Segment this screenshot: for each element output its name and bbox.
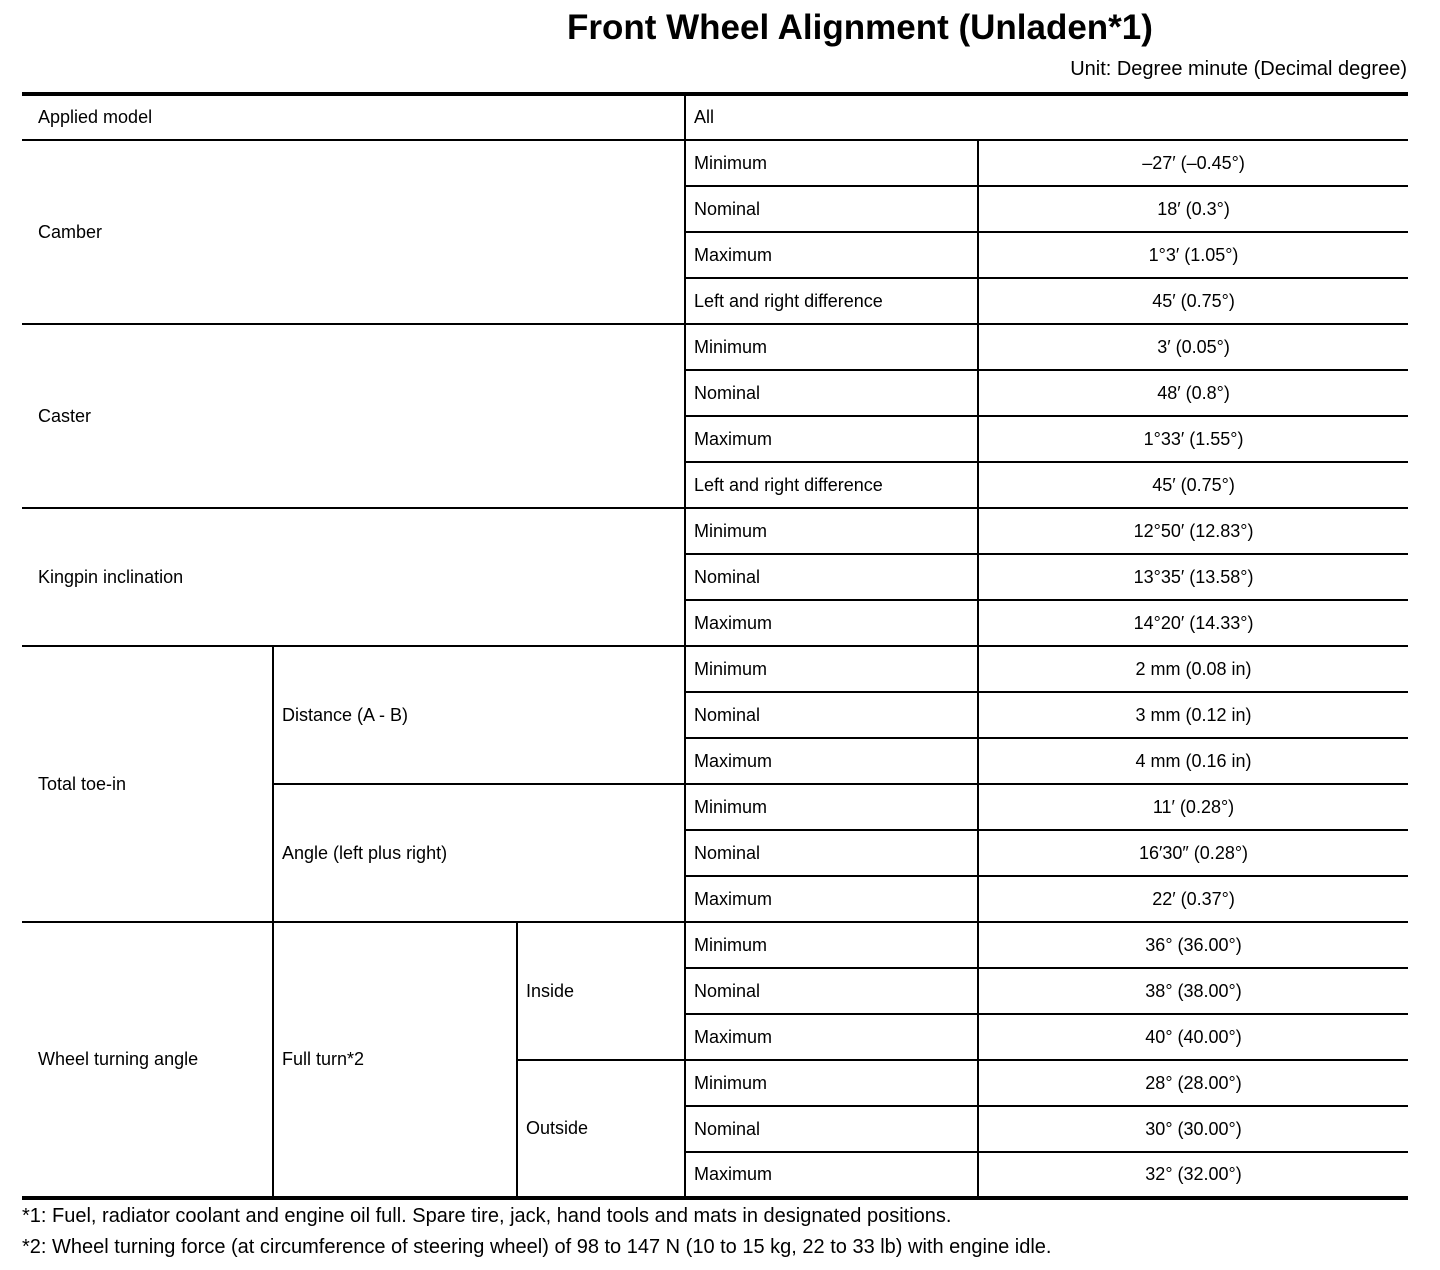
full-turn-label: Full turn*2 [273,922,517,1198]
toe-in-angle-label: Angle (left plus right) [273,784,685,922]
value-cell: 1°3′ (1.05°) [978,232,1408,278]
condition-cell: Minimum [685,922,978,968]
condition-cell: Left and right difference [685,462,978,508]
toe-in-label: Total toe-in [22,646,273,922]
table-row [22,140,1408,186]
condition-cell: Nominal [685,1106,978,1152]
condition-cell: Minimum [685,140,978,186]
condition-cell: Maximum [685,1014,978,1060]
condition-cell: Left and right difference [685,278,978,324]
table-row [22,922,1408,968]
table-row [22,508,1408,554]
value-cell: 28° (28.00°) [978,1060,1408,1106]
condition-cell: Minimum [685,1060,978,1106]
condition-cell: Minimum [685,784,978,830]
value-cell: 38° (38.00°) [978,968,1408,1014]
value-cell: 2 mm (0.08 in) [978,646,1408,692]
alignment-spec-table [22,92,1408,1200]
value-cell: 22′ (0.37°) [978,876,1408,922]
value-cell: 13°35′ (13.58°) [978,554,1408,600]
condition-cell: Nominal [685,692,978,738]
applied-model-label: Applied model [38,107,153,127]
footnote-2: *2: Wheel turning force (at circumference of steering wheel) of 98 to 147 N (10 to 15 kg, 22 to 33 lb) with engine idle. [22,1236,1052,1258]
kingpin-label: Kingpin inclination [22,508,685,646]
condition-cell: Nominal [685,186,978,232]
value-cell: 36° (36.00°) [978,922,1408,968]
condition-cell: Minimum [685,324,978,370]
condition-cell: Maximum [685,232,978,278]
inside-label: Inside [517,922,685,1060]
caster-label: Caster [22,324,685,508]
value-cell: 1°33′ (1.55°) [978,416,1408,462]
table-row [22,94,1408,140]
condition-cell: Maximum [685,1152,978,1198]
value-cell: 11′ (0.28°) [978,784,1408,830]
value-cell: 18′ (0.3°) [978,186,1408,232]
value-cell: 32° (32.00°) [978,1152,1408,1198]
condition-cell: Maximum [685,876,978,922]
value-cell: 30° (30.00°) [978,1106,1408,1152]
table-row [22,324,1408,370]
condition-cell: Nominal [685,554,978,600]
page-title: Front Wheel Alignment (Unladen*1) [567,8,1153,47]
toe-in-distance-label: Distance (A - B) [273,646,685,784]
unit-note: Unit: Degree minute (Decimal degree) [1070,58,1407,80]
value-cell: –27′ (–0.45°) [978,140,1408,186]
value-cell: 4 mm (0.16 in) [978,738,1408,784]
condition-cell: Nominal [685,370,978,416]
table-row [22,646,1408,692]
condition-cell: Maximum [685,600,978,646]
value-cell: 14°20′ (14.33°) [978,600,1408,646]
value-cell: 45′ (0.75°) [978,462,1408,508]
footnote-1: *1: Fuel, radiator coolant and engine oil full. Spare tire, jack, hand tools and mats in designated positions. [22,1205,952,1227]
value-cell: 3 mm (0.12 in) [978,692,1408,738]
turning-angle-label: Wheel turning angle [22,922,273,1198]
applied-model-value: All [685,94,1408,140]
value-cell: 45′ (0.75°) [978,278,1408,324]
value-cell: 40° (40.00°) [978,1014,1408,1060]
value-cell: 3′ (0.05°) [978,324,1408,370]
outside-label: Outside [517,1060,685,1198]
condition-cell: Maximum [685,738,978,784]
condition-cell: Minimum [685,646,978,692]
value-cell: 48′ (0.8°) [978,370,1408,416]
value-cell: 16′30″ (0.28°) [978,830,1408,876]
condition-cell: Minimum [685,508,978,554]
camber-label: Camber [22,140,685,324]
value-cell: 12°50′ (12.83°) [978,508,1408,554]
condition-cell: Nominal [685,968,978,1014]
condition-cell: Nominal [685,830,978,876]
condition-cell: Maximum [685,416,978,462]
